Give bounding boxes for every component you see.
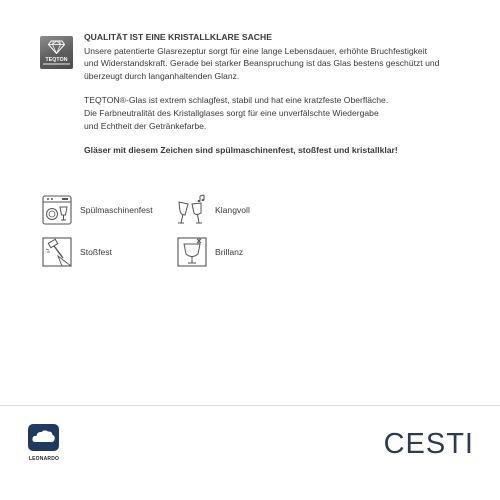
leonardo-label: LEONARDO — [28, 456, 60, 462]
leonardo-logo-mark — [28, 424, 59, 451]
info-line: überzeugt durch langanhaltenden Glanz. — [84, 70, 240, 81]
feature-label: Spülmaschinenfest — [80, 205, 153, 215]
quality-heading: QUALITÄT IST EINE KRISTALLKLARE SACHE — [84, 32, 272, 42]
info-line: Die Farbneutralität des Kristallglases sorgt für eine unverfälschte Wiedergabe — [84, 107, 379, 118]
hammer-icon — [40, 235, 74, 269]
feature-brilliance — [175, 235, 243, 269]
diamond-icon — [48, 40, 65, 54]
info-line: TEQTON®-Glas ist extrem schlagfest, stabil und hat eine kratzfeste Oberfläche. — [84, 95, 389, 106]
glasses-music-icon — [175, 193, 209, 227]
info-line: und Echtheit der Getränkefarbe. — [84, 120, 207, 131]
feature-label: Klangvoll — [215, 205, 250, 215]
info-highlight: Gläser mit diesem Zeichen sind spülmaschinenfest, stoßfest und kristallklar! — [84, 145, 398, 156]
feature-label: Brillanz — [215, 247, 244, 257]
teqton-badge — [40, 36, 73, 69]
badge-subline — [43, 63, 70, 65]
brand-name: CESTI — [383, 428, 474, 460]
badge-brand: TEQTON — [45, 57, 68, 63]
feature-shockproof — [40, 235, 112, 269]
sparkle-glass-icon — [175, 235, 209, 269]
quality-info — [84, 31, 484, 157]
cloud-icon — [28, 424, 59, 451]
footer-divider — [0, 405, 500, 406]
info-line: und Widerstandskraft. Gerade bei starker Beanspruchung ist das Glas bestens geschützt und — [84, 58, 440, 69]
dishwasher-icon — [40, 193, 74, 227]
feature-sound — [175, 193, 250, 227]
leonardo-logo — [26, 424, 62, 462]
feature-dishwasher — [40, 193, 153, 227]
feature-label: Stoßfest — [80, 247, 112, 257]
info-line: Unsere patentierte Glasrezeptur sorgt für eine lange Lebensdauer, erhöhte Bruchfestigkeit — [84, 45, 428, 56]
